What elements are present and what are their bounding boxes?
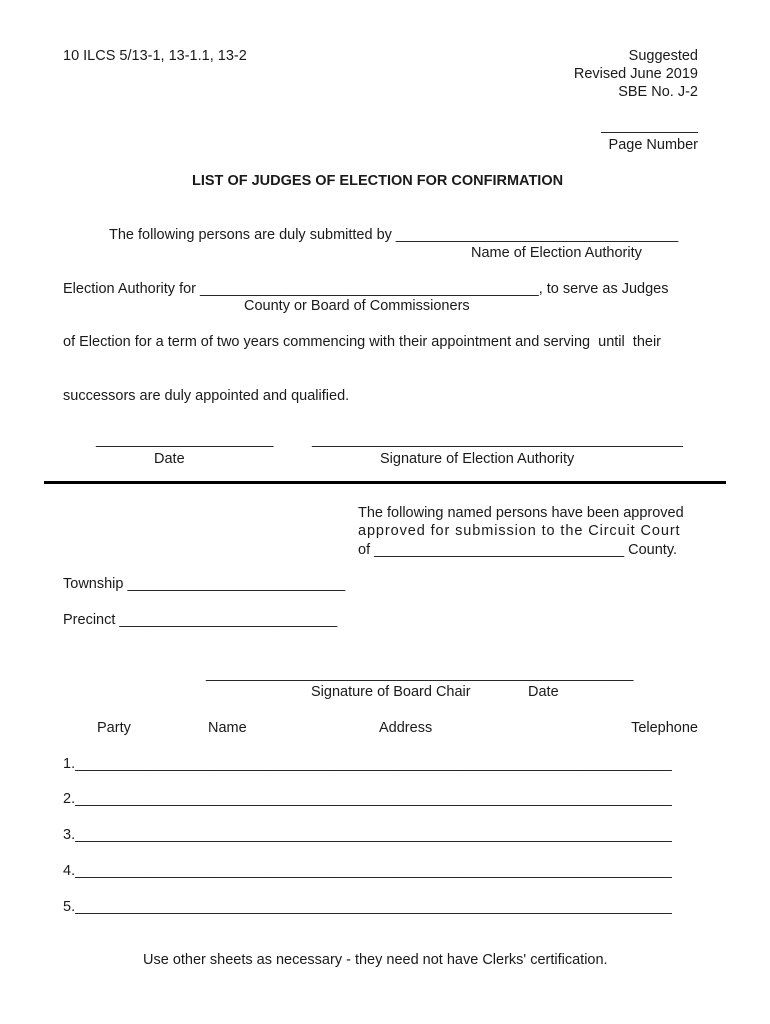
page-number-label: Page Number [608, 137, 698, 153]
signature-label: Signature of Election Authority [380, 451, 575, 467]
township-field[interactable]: Township ___________________________ [63, 576, 346, 592]
suggested-label: Suggested [628, 48, 698, 64]
entry-row[interactable]: 1.__________________________________________________________________________ [63, 756, 672, 772]
term-text: of Election for a term of two years commencing with their appointment and serving until their [63, 334, 662, 350]
column-party: Party [97, 720, 131, 736]
section-divider [44, 481, 726, 484]
column-name: Name [208, 720, 247, 736]
election-authority-caption: Name of Election Authority [471, 245, 642, 261]
date-label: Date [154, 451, 185, 467]
successors-text: successors are duly appointed and qualified. [63, 388, 350, 404]
column-telephone: Telephone [631, 720, 698, 736]
entry-row[interactable]: 2.__________________________________________________________________________ [63, 791, 672, 807]
entry-row[interactable]: 3.__________________________________________________________________________ [63, 827, 672, 843]
revision-date: Revised June 2019 [573, 66, 698, 82]
page-number-blank[interactable]: ____________ [601, 118, 698, 134]
statute-citation: 10 ILCS 5/13-1, 13-1.1, 13-2 [63, 48, 247, 64]
county-board-caption: County or Board of Commissioners [244, 298, 470, 314]
form-number: SBE No. J-2 [618, 84, 698, 100]
column-address: Address [379, 720, 433, 736]
footer-note: Use other sheets as necessary - they need not have Clerks' certification. [143, 952, 608, 968]
board-chair-date-label: Date [528, 684, 559, 700]
form-title: LIST OF JUDGES OF ELECTION FOR CONFIRMATION [192, 173, 564, 189]
board-chair-label: Signature of Board Chair [311, 684, 471, 700]
approval-line-2: approved for submission to the Circuit Court [358, 523, 681, 539]
signature-blank[interactable]: ______________________________________________ [312, 432, 683, 448]
date-blank[interactable]: ______________________ [96, 432, 274, 448]
submitted-by-line[interactable]: The following persons are duly submitted by ___________________________________ [109, 227, 679, 243]
entry-row[interactable]: 4.__________________________________________________________________________ [63, 863, 672, 879]
entry-row[interactable]: 5.__________________________________________________________________________ [63, 899, 672, 915]
precinct-field[interactable]: Precinct ___________________________ [63, 612, 338, 628]
board-chair-signature-blank[interactable]: _____________________________________________________ [206, 666, 634, 682]
election-authority-for-line[interactable]: Election Authority for __________________________________________, to serve as Judges [63, 281, 669, 297]
approval-line-1: The following named persons have been approved [358, 505, 684, 521]
approval-county-line[interactable]: of _______________________________ County. [358, 542, 678, 558]
